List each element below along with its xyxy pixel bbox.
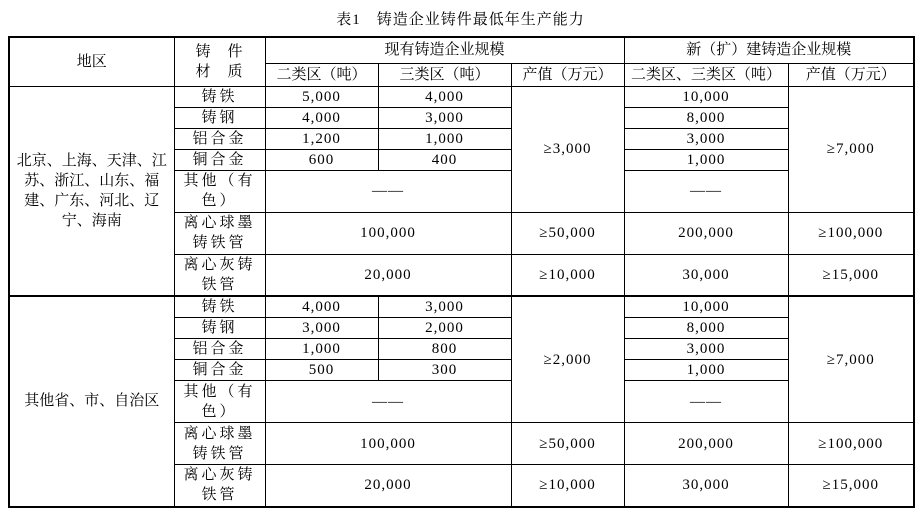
zone3-cell: 3,000 bbox=[378, 296, 511, 318]
material-cell: 铜合金 bbox=[174, 360, 265, 381]
new-zones-cell: —— bbox=[624, 170, 788, 212]
zone3-cell: 300 bbox=[378, 360, 511, 381]
new-value-cell: ≥7,000 bbox=[788, 296, 914, 423]
zone3-cell: 400 bbox=[378, 149, 511, 170]
zone2-cell: 600 bbox=[265, 149, 378, 170]
material-header-cell bbox=[174, 37, 265, 86]
merged-zones-cell: 20,000 bbox=[265, 254, 511, 296]
new-zones-cell: 3,000 bbox=[624, 128, 788, 149]
existing-value-cell: ≥10,000 bbox=[511, 465, 624, 507]
zone3-cell: 3,000 bbox=[378, 107, 511, 128]
zone2-cell: 4,000 bbox=[265, 296, 378, 318]
zone3-cell: 4,000 bbox=[378, 86, 511, 107]
material-cell: 离心灰铸铁管 bbox=[174, 254, 265, 296]
existing-value-cell: ≥2,000 bbox=[511, 296, 624, 423]
zone2-cell: 4,000 bbox=[265, 107, 378, 128]
zone2-cell: 1,200 bbox=[265, 128, 378, 149]
new-value-cell: ≥15,000 bbox=[788, 465, 914, 507]
new-zones-cell: 8,000 bbox=[624, 318, 788, 339]
zone2-cell: 1,000 bbox=[265, 339, 378, 360]
col-header-new-value: 产值（万元） bbox=[788, 63, 914, 86]
new-zones-cell: 30,000 bbox=[624, 465, 788, 507]
col-header-zone2: 二类区（吨） bbox=[265, 63, 378, 86]
new-zones-cell: 1,000 bbox=[624, 360, 788, 381]
table-row bbox=[9, 296, 914, 318]
region-cell: 北京、上海、天津、江苏、浙江、山东、福建、广东、河北、辽宁、海南 bbox=[9, 86, 174, 296]
material-cell: 铝合金 bbox=[174, 128, 265, 149]
region-cell: 其他省、市、自治区 bbox=[9, 296, 174, 507]
material-cell: 铝合金 bbox=[174, 339, 265, 360]
merged-zones-cell: 100,000 bbox=[265, 423, 511, 465]
col-header-existing-value: 产值（万元） bbox=[511, 63, 624, 86]
material-cell: 离心球墨铸铁管 bbox=[174, 423, 265, 465]
new-zones-cell: 30,000 bbox=[624, 254, 788, 296]
material-cell: 其他（有色） bbox=[174, 170, 265, 212]
new-zones-cell: 1,000 bbox=[624, 149, 788, 170]
existing-value-cell: ≥50,000 bbox=[511, 212, 624, 254]
zone2-cell: 5,000 bbox=[265, 86, 378, 107]
material-cell: 铸钢 bbox=[174, 107, 265, 128]
existing-group-header: 现有铸造企业规模 bbox=[265, 37, 624, 63]
new-zones-cell: 200,000 bbox=[624, 423, 788, 465]
existing-value-cell: ≥10,000 bbox=[511, 254, 624, 296]
merged-zones-cell: —— bbox=[265, 381, 511, 423]
zone3-cell: 1,000 bbox=[378, 128, 511, 149]
material-cell: 离心球墨铸铁管 bbox=[174, 212, 265, 254]
material-cell: 铸铁 bbox=[174, 296, 265, 318]
table-title: 表1 铸造企业铸件最低年生产能力 bbox=[336, 12, 585, 28]
material-cell: 其他（有色） bbox=[174, 381, 265, 423]
material-header-line2: 材 质 bbox=[195, 63, 244, 80]
merged-zones-cell: 100,000 bbox=[265, 212, 511, 254]
merged-zones-cell: 20,000 bbox=[265, 465, 511, 507]
new-zones-cell: 10,000 bbox=[624, 86, 788, 107]
new-zones-cell: 3,000 bbox=[624, 339, 788, 360]
material-cell: 离心灰铸铁管 bbox=[174, 465, 265, 507]
zone2-cell: 3,000 bbox=[265, 318, 378, 339]
new-value-cell: ≥100,000 bbox=[788, 423, 914, 465]
new-group-header: 新（扩）建铸造企业规模 bbox=[624, 37, 914, 63]
new-value-cell: ≥15,000 bbox=[788, 254, 914, 296]
production-capacity-table bbox=[8, 36, 915, 508]
zone2-cell: 500 bbox=[265, 360, 378, 381]
page bbox=[0, 8, 921, 518]
merged-zones-cell: —— bbox=[265, 170, 511, 212]
zone3-cell: 800 bbox=[378, 339, 511, 360]
new-value-cell: ≥7,000 bbox=[788, 86, 914, 212]
existing-value-cell: ≥3,000 bbox=[511, 86, 624, 212]
new-value-cell: ≥100,000 bbox=[788, 212, 914, 254]
col-header-zone3: 三类区（吨） bbox=[378, 63, 511, 86]
table-row bbox=[9, 86, 914, 107]
col-header-new-zones: 二类区、三类区（吨） bbox=[624, 63, 788, 86]
material-cell: 铸铁 bbox=[174, 86, 265, 107]
new-zones-cell: 10,000 bbox=[624, 296, 788, 318]
material-cell: 铜合金 bbox=[174, 149, 265, 170]
existing-value-cell: ≥50,000 bbox=[511, 423, 624, 465]
region-header-cell: 地区 bbox=[9, 37, 174, 86]
material-header-line1: 铸 件 bbox=[195, 43, 244, 60]
material-cell: 铸钢 bbox=[174, 318, 265, 339]
new-zones-cell: —— bbox=[624, 381, 788, 423]
zone3-cell: 2,000 bbox=[378, 318, 511, 339]
new-zones-cell: 200,000 bbox=[624, 212, 788, 254]
new-zones-cell: 8,000 bbox=[624, 107, 788, 128]
